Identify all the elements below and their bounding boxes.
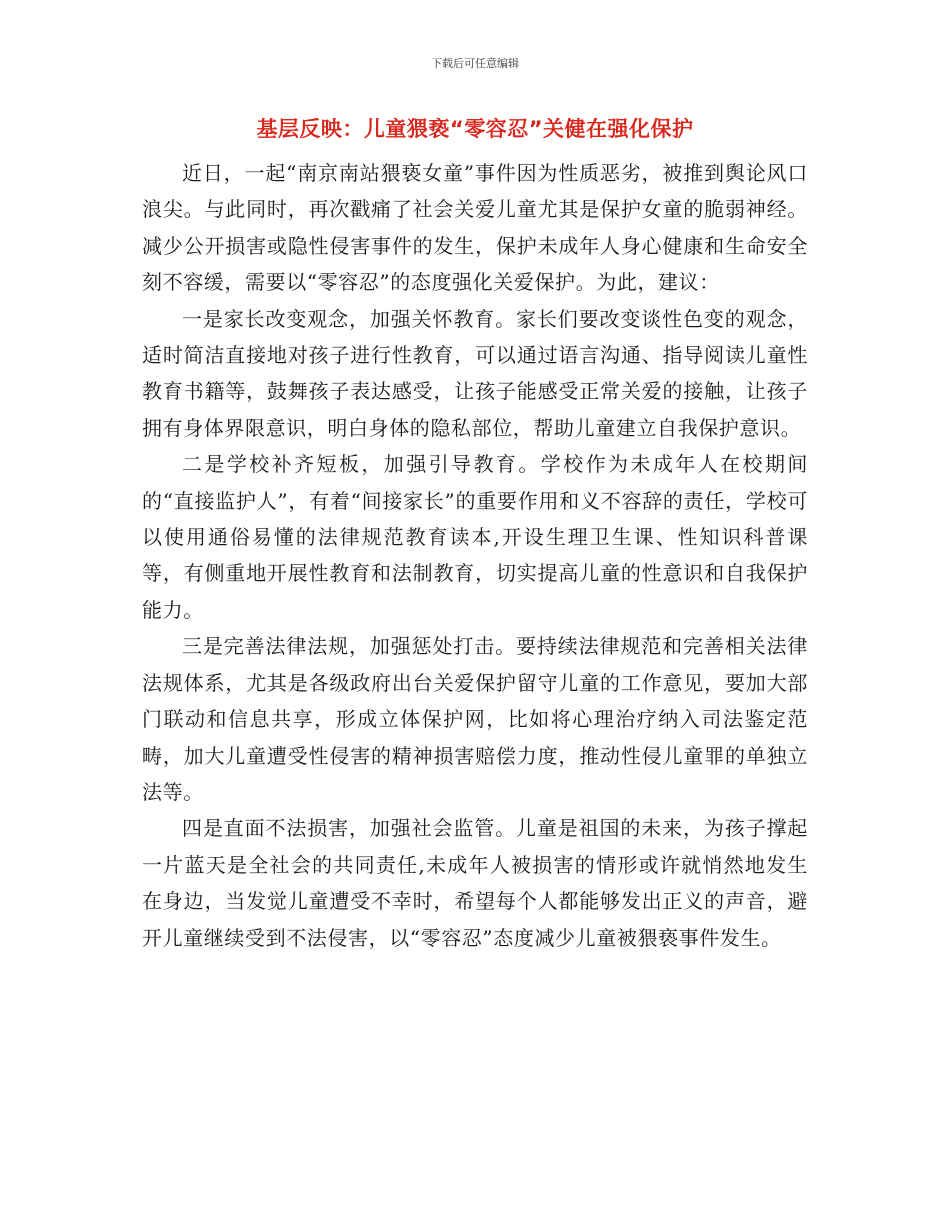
paragraph-suggestion-1: 一是家长改变观念，加强关怀教育。家长们要改变谈性色变的观念，适时简洁直接地对孩子进行性教育，可以通过语言沟通、指导阅读儿童性教育书籍等，鼓舞孩子表达感受，让孩子能感受正常关爱的接触，让孩子拥有身体界限意识，明白身体的隐私部位，帮助儿童建立自我保护意识。 (142, 306, 808, 440)
paragraph-intro: 近日，一起“南京南站猥亵女童”事件因为性质恶劣，被推到舆论风口浪尖。与此同时，再次戳痛了社会关爱儿童尤其是保护女童的脆弱神经。减少公开损害或隐性侵害事件的发生，保护未成年人身心健康和生命安全刻不容缓，需要以“零容忍”的态度强化关爱保护。为此，建议： (142, 161, 808, 295)
paragraph-suggestion-2: 二是学校补齐短板，加强引导教育。学校作为未成年人在校期间的“直接监护人”，有着“间接家长”的重要作用和义不容辞的责任，学校可以使用通俗易懂的法律规范教育读本,开设生理卫生课、性知识科普课等，有侧重地开展性教育和法制教育，切实提高儿童的性意识和自我保护能力。 (142, 452, 808, 622)
document-title: 基层反映：儿童猥亵“零容忍”关健在强化保护 (256, 117, 694, 141)
paragraph-suggestion-4: 四是直面不法损害，加强社会监管。儿童是祖国的未来，为孩子撑起一片蓝天是全社会的共同责任,未成年人被损害的情形或许就悄然地发生在身边，当发觉儿童遭受不幸时，希望每个人都能够发出正义的声音，避开儿童继续受到不法侵害，以“零容忍”态度减少儿童被猥亵事件发生。 (142, 816, 808, 950)
document-body (142, 155, 808, 956)
paragraph-suggestion-3: 三是完善法律法规，加强惩处打击。要持续法律规范和完善相关法律法规体系，尤其是各级政府出台关爱保护留守儿童的工作意见，要加大部门联动和信息共享，形成立体保护网，比如将心理治疗纳入司法鉴定范畴，加大儿童遭受性侵害的精神损害赔偿力度，推动性侵儿童罪的单独立法等。 (142, 634, 808, 804)
header-note: 下载后可任意编辑 (431, 57, 519, 70)
